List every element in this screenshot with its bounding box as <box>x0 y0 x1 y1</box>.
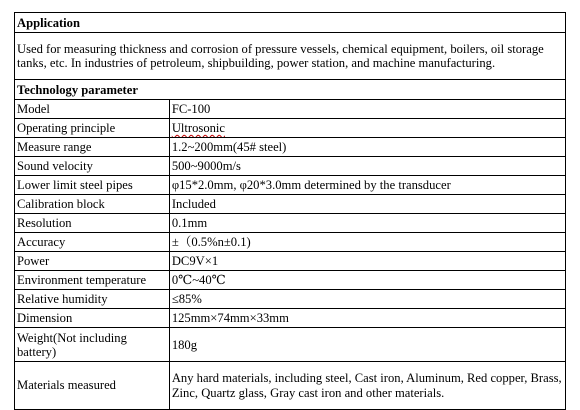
param-label: Power <box>15 252 170 271</box>
param-row-operating-principle <box>15 119 566 138</box>
param-row-resolution <box>15 214 566 233</box>
param-value: FC-100 <box>169 100 565 119</box>
param-value: 1.2~200mm(45# steel) <box>169 138 565 157</box>
param-row-power <box>15 252 566 271</box>
param-value: 500~9000m/s <box>169 157 565 176</box>
param-label: Accuracy <box>15 233 170 252</box>
param-row-model <box>15 100 566 119</box>
param-value: 0℃~40℃ <box>169 271 565 290</box>
application-description-row <box>15 33 566 80</box>
param-row-relative-humidity <box>15 290 566 309</box>
param-value: ≤85% <box>169 290 565 309</box>
param-value: 125mm×74mm×33mm <box>169 309 565 328</box>
param-label: Lower limit steel pipes <box>15 176 170 195</box>
technology-heading-row <box>15 80 566 100</box>
param-row-calibration-block <box>15 195 566 214</box>
param-value: DC9V×1 <box>169 252 565 271</box>
technology-heading: Technology parameter <box>15 80 566 100</box>
param-value: 180g <box>169 328 565 362</box>
param-label: Model <box>15 100 170 119</box>
param-row-accuracy <box>15 233 566 252</box>
param-row-weight <box>15 328 566 362</box>
param-label: Relative humidity <box>15 290 170 309</box>
param-label: Dimension <box>15 309 170 328</box>
application-heading-row <box>15 13 566 33</box>
param-row-environment-temperature <box>15 271 566 290</box>
param-row-materials-measured <box>15 362 566 410</box>
param-row-lower-limit-steel-pipes <box>15 176 566 195</box>
param-row-sound-velocity <box>15 157 566 176</box>
param-row-measure-range <box>15 138 566 157</box>
param-label: Measure range <box>15 138 170 157</box>
spec-table <box>14 12 566 410</box>
param-label: Sound velocity <box>15 157 170 176</box>
application-heading: Application <box>15 13 566 33</box>
param-value: ±（0.5%n±0.1) <box>169 233 565 252</box>
param-label: Calibration block <box>15 195 170 214</box>
param-value <box>169 119 565 138</box>
param-value: φ15*2.0mm, φ20*3.0mm determined by the transducer <box>169 176 565 195</box>
param-label: Resolution <box>15 214 170 233</box>
application-description: Used for measuring thickness and corrosion of pressure vessels, chemical equipment, boilers, oil storage tanks, etc. In industries of petroleum, shipbuilding, power station, and machine manufacturing. <box>15 33 566 80</box>
param-value: 0.1mm <box>169 214 565 233</box>
param-value: Included <box>169 195 565 214</box>
param-label: Operating principle <box>15 119 170 138</box>
spellcheck-flagged-text: Ultrosonic <box>171 121 225 135</box>
param-row-dimension <box>15 309 566 328</box>
param-label: Environment temperature <box>15 271 170 290</box>
param-value: Any hard materials, including steel, Cast iron, Aluminum, Red copper, Brass, Zinc, Quartz glass, Gray cast iron and other materials. <box>169 362 565 410</box>
param-label: Weight(Not including battery) <box>15 328 170 362</box>
param-label: Materials measured <box>15 362 170 410</box>
